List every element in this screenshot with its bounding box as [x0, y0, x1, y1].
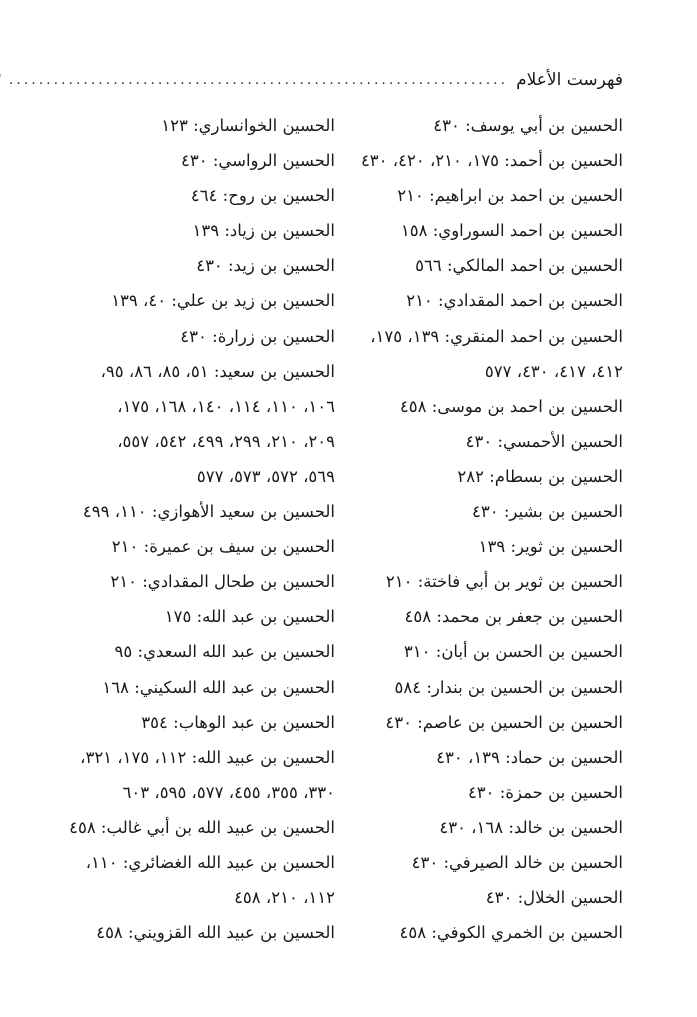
index-entry: الحسين بن عبيد الله: ١١٢، ١٧٥، ٣٢١، [80, 747, 335, 767]
index-entry: الحسين بن ثوير: ١٣٩ [478, 537, 623, 557]
index-entry: ١١٢، ٢١٠، ٤٥٨ [234, 888, 335, 908]
index-entry: الحسين بن بسطام: ٢٨٢ [457, 466, 623, 486]
index-entry: الحسين بن عبد الله: ١٧٥ [164, 607, 335, 627]
index-entry: ٣٣٠، ٣٥٥، ٤٥٥، ٥٧٧، ٥٩٥، ٦٠٣ [122, 782, 335, 802]
index-entry: الحسين بن الحسين بن بندار: ٥٨٤ [394, 677, 623, 697]
index-entry: الحسين بن خالد الصيرفي: ٤٣٠ [411, 852, 623, 872]
index-entry: الحسين الأحمسي: ٤٣٠ [465, 431, 623, 451]
index-entry: الحسين بن حمزة: ٤٣٠ [467, 782, 623, 802]
index-column-right [358, 108, 623, 950]
running-title: فهرست الأعلام [516, 70, 623, 90]
index-entry: الحسين بن جعفر بن محمد: ٤٥٨ [404, 607, 623, 627]
index-entry: الحسين بن الحسين بن عاصم: ٤٣٠ [385, 712, 623, 732]
index-entry: الحسين بن احمد بن ابراهيم: ٢١٠ [397, 186, 623, 206]
page-number [0, 70, 1, 90]
index-entry: الحسين بن أبي يوسف: ٤٣٠ [433, 116, 623, 135]
index-entry: الحسين بن عبد الوهاب: ٣٥٤ [141, 712, 335, 732]
index-entry: الحسين بن احمد السوراوي: ١٥٨ [400, 221, 623, 241]
index-entry: الحسين بن أحمد: ١٧٥، ٢١٠، ٤٢٠، ٤٣٠ [360, 151, 623, 171]
index-entry: الحسين الخلال: ٤٣٠ [485, 888, 623, 908]
index-entry: ٥٦٩، ٥٧٢، ٥٧٣، ٥٧٧ [196, 466, 335, 486]
index-entry: ١٠٦، ١١٠، ١١٤، ١٤٠، ١٦٨، ١٧٥، [117, 396, 335, 416]
leader-dots: ................................................................... [8, 72, 509, 88]
index-entry: الحسين بن سعيد: ٥١، ٨٥، ٨٦، ٩٥، [100, 361, 335, 381]
index-entry: الحسين بن طحال المقدادي: ٢١٠ [110, 572, 335, 592]
index-entry: الحسين بن عبد الله السعدي: ٩٥ [114, 642, 335, 662]
index-column-left [65, 108, 335, 950]
index-entry: الحسين بن ثوير بن أبي فاختة: ٢١٠ [385, 572, 623, 592]
index-entry: الحسين بن الخمري الكوفي: ٤٥٨ [399, 923, 623, 943]
index-entry: الحسين بن احمد المقدادي: ٢١٠ [406, 291, 623, 311]
index-entry: الحسين بن روح: ٤٦٤ [190, 186, 335, 206]
index-entry: الحسين بن زياد: ١٣٩ [192, 221, 335, 241]
index-entry: الحسين بن سيف بن عميرة: ٢١٠ [111, 537, 335, 557]
index-entry: الحسين بن حماد: ١٣٩، ٤٣٠ [436, 747, 623, 767]
index-entry: الحسين بن بشير: ٤٣٠ [472, 502, 623, 522]
index-entry: الحسين الخوانساري: ١٢٣ [161, 116, 335, 135]
index-entry: الحسين بن عبد الله السكيني: ١٦٨ [102, 677, 335, 697]
index-entry: الحسين بن زيد بن علي: ٤٠، ١٣٩ [111, 291, 335, 311]
index-entry: الحسين بن عبيد الله الغضائري: ١١٠، [85, 852, 335, 872]
index-entry: الحسين بن زرارة: ٤٣٠ [180, 326, 335, 346]
index-entry: الحسين بن عبيد الله القزويني: ٤٥٨ [96, 923, 335, 943]
index-entry: الحسين بن احمد المنقري: ١٣٩، ١٧٥، [370, 326, 623, 346]
index-entry: الحسين بن عبيد الله بن أبي غالب: ٤٥٨ [69, 817, 335, 837]
index-entry: ٢٠٩، ٢١٠، ٢٩٩، ٤٩٩، ٥٤٢، ٥٥٧، [117, 431, 335, 451]
index-entry: الحسين بن الحسن بن أبان: ٣١٠ [403, 642, 623, 662]
index-entry: الحسين الرواسي: ٤٣٠ [180, 151, 335, 171]
index-entry: ٤١٢، ٤١٧، ٤٣٠، ٥٧٧ [484, 361, 623, 381]
index-entry: الحسين بن زيد: ٤٣٠ [196, 256, 335, 276]
index-entry: الحسين بن احمد بن موسى: ٤٥٨ [399, 396, 623, 416]
index-entry: الحسين بن سعيد الأهوازي: ١١٠، ٤٩٩ [82, 502, 335, 522]
page-header [8, 62, 623, 90]
index-entry: الحسين بن خالد: ١٦٨، ٤٣٠ [439, 817, 623, 837]
index-entry: الحسين بن احمد المالكي: ٥٦٦ [415, 256, 623, 276]
